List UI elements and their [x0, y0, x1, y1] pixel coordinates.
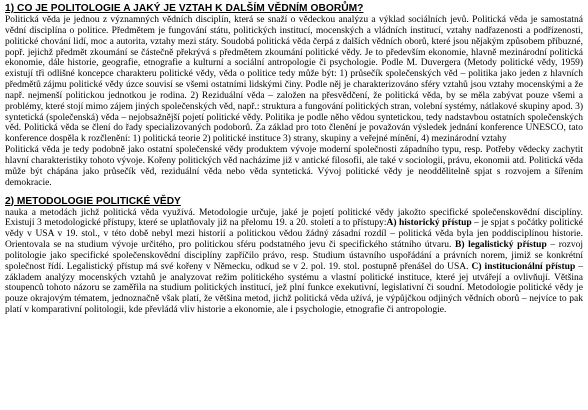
section-1-paragraph-2: Politická věda je tedy podobně jako ostatní společenské vědy produktem vývoje moderní společnosti západního typu, resp. Potřeby vědecky zachytit hlavní charakteristiky tohoto vývoje. Kořeny politických věd nacházíme již v antické filosofii, ale také v sociologii, právu, ekonomii atd. Politická věda může být chápána jako průsečík věd, reziduální věda nebo věda syntetická. Vývoj politické vědy je neoddělitelně spjat s rozvojem a šířením demokracie. [5, 145, 583, 188]
section-2-heading: 2) METODOLOGIE POLITICKÉ VĚDY [5, 195, 181, 207]
approach-a-label: A) historický přístup [386, 218, 472, 229]
approach-c-label: C) institucionální přístup [471, 261, 576, 272]
approach-b-label: B) legalistický přístup [455, 240, 547, 251]
section-1-paragraph: Politická věda je jednou z významných vědních disciplín, která se snaží o vědeckou analýzu a výklad sociálních jevů. Politická věda je samostatná vědní disciplína o politice. Předmětem je fungování státu, politických institucí, mocenských a vládních institucí, vztahy nadřazenosti a podřízenosti, politické chování lidí, moc a autorita, vztahy mezi státy. Soudobá politická věda čerpá z dalších vědních oborů, které jsou nějakým způsobem příbuzné, popř. jejichž předmět zkoumání se částečně překrývá s předmětem zkoumání politické vědy. Je to především ekonomie, hlavně mezinárodní politická ekonomie, dále historie, geografie, etnografie a kulturní a sociální antropologie či psychologie. Podle M. Duvergera (Metody politické vědy, 1959) existují tři odlišné koncepce charakteru politické vědy, věda o politice tedy může být: 1) průsečík společenských věd – politika jako jeden z hlavních předmětů zájmu politické vědy úzce souvisí se všemi ostatními lidskými činy. Podle něj je charakterizováno sféry vztahů jsou vztahy mocenskými a že např. nejmenší politickou jednotkou je rodina. 2) Reziduální věda – založen na přesvědčení, že politická věda, by se měla zabývat pouze všemi a problémy, které stojí mimo zájem jiných společenských věd, např.: struktura a fungování politických stran, volební systémy, nátlakové skupiny apod. 3) syntetická (společenská) věda – nejobsažnější pojetí politické vědy. Politika je podle něho vědou syntetickou, tedy nadstavbou ostatních společenských věd. Politická věda se člení do řady specializovaných podoborů. Za základ pro toto členění je považován výsledek jednání konference UNESCO, tato konference dospěla k rozčlenění: 1) politická teorie 2) politické instituce 3) strany, skupiny a veřejné mínění, 4) mezinárodní vztahy [5, 15, 583, 145]
section-2-paragraph [5, 208, 583, 316]
approach-a-text: – je spjat s počátky politické vědy v USA v 19. stol., v této době nebyl mezi historií a politickou vědou žádný zásadní rozdíl – politická věda byla jen poddisciplínou historie. Orientovala se na studium vývoje určitého, pro politickou sféru podstatného jevu či specifického státního útvaru. [5, 218, 584, 251]
section-2-body [5, 208, 583, 316]
approach-b-text: – rozvoj politologie jako specifické společenskovědní disciplíny zapříčilo právo, resp. Studium ústavního uspořádání a právních norem, jimiž se konkrétní společnost řídí. Legalistický přístup má své kořeny v Německu, odkud se v 2. pol. 19. stol. postupně přenášel do USA. [5, 240, 583, 272]
section-1-body [5, 15, 583, 189]
section-2-intro: nauka a metodách jichž politická věda využívá. Metodologie určuje, jaké je pojetí politické vědy jakožto specifické společenskovědní disciplíny. Existují 3 metodologické přístupy, které se uplatňovaly již na přelomu 19. a 20. století a to přístupy: [5, 207, 583, 229]
approach-c-text: – základem analýzy mocenských vztahů je analyzovat režim politického systému a vlastní politické instituce, které jej utvářejí a ovlivňují. Většina stoupenců tohoto názoru se zaměřila na studium politických institucí, jež plní funkce exekutivní, legislativní či soudní. Metodologie politické vědy je pouze okrajovým tématem, jednoznačně však platí, že většina metod, jichž politická věda užívá, je výpůjčkou odjiných vědních oborů – nejvíce to pak platí v komparativní politologii, kde převládá vliv historie a ekonomie, ale i psychologie, etnografie či antropologie. [5, 261, 584, 316]
section-1-heading: 1) CO JE POLITOLOGIE A JAKÝ JE VZTAH K DALŠÍM VĚDNÍM OBORŮM? [5, 3, 364, 14]
